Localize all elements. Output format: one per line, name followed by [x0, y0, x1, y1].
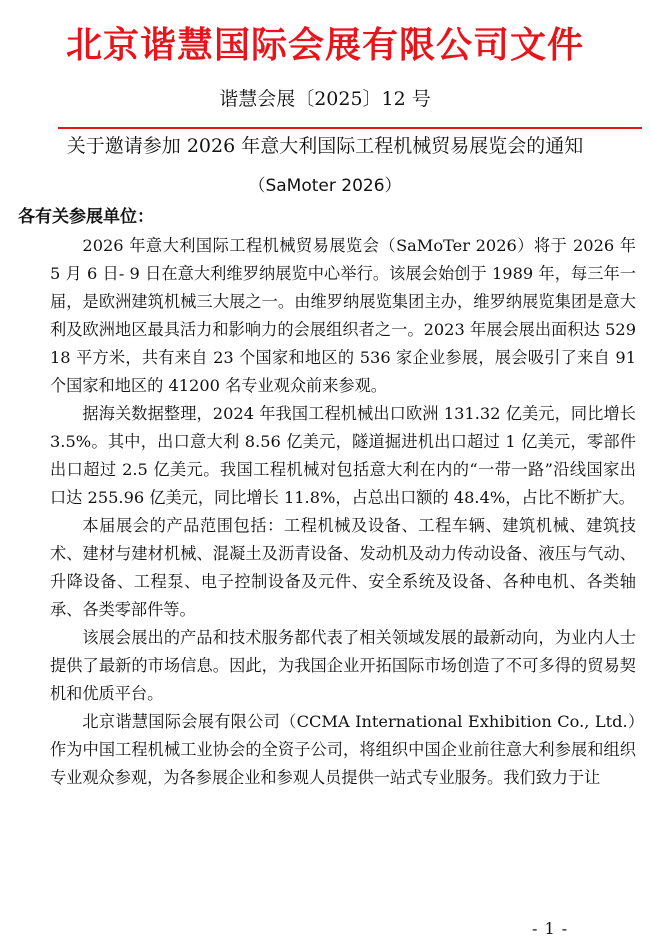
- paragraph-exhibition-intro: 2026 年意大利国际工程机械贸易展览会（SaMoTer 2026）将于 2026 年 5 月 6 日- 9 日在意大利维罗纳展览中心举行。该展会始创于 1989 年，每三年一届，是欧洲建筑机械三大展之一。由维罗纳展览集团主办，维罗纳展览集团是意大利及欧洲地区最具活力和影响力的会展组织者之一。2023 年展会展出面积达 52918 平方米，共有来自 23 个国家和地区的 536 家企业参展，展会吸引了来自 91 个国家和地区的 41200 名专业观众前来参观。: [50, 236, 636, 395]
- page-number: - 1 -: [532, 919, 569, 938]
- document-number: 谐慧会展〔2025〕12 号: [219, 88, 431, 110]
- paragraph-product-scope: 本届展会的产品范围包括：工程机械及设备、工程车辆、建筑机械、建筑技术、建材与建材机械、混凝土及沥青设备、发动机及动力传动设备、液压与气动、升降设备、工程泵、电子控制设备及元件、安全系统及设备、各种电机、各类轴承、各类零部件等。: [50, 516, 636, 619]
- paragraph-market-value: 该展会展出的产品和技术服务都代表了相关领域发展的最新动向，为业内人士提供了最新的市场信息。因此，为我国企业开拓国际市场创造了不可多得的贸易契机和优质平台。: [50, 628, 636, 703]
- salutation: 各有关参展单位：: [18, 207, 154, 227]
- paragraph-organizer: 北京谐慧国际会展有限公司（CCMA International Exhibition Co., Ltd.）作为中国工程机械工业协会的全资子公司，将组织中国企业前往意大利参展和组织专业观众参观，为各参展企业和参观人员提供一站式专业服务。我们致力于让: [50, 712, 636, 787]
- organization-title: 北京谐慧国际会展有限公司文件: [65, 25, 584, 66]
- paragraph-export-data: 据海关数据整理，2024 年我国工程机械出口欧洲 131.32 亿美元，同比增长 3.5%。其中，出口意大利 8.56 亿美元，隧道掘进机出口超过 1 亿美元，零部件出口超过 2.5 亿美元。我国工程机械对包括意大利在内的“一带一路”沿线国家出口达 255.96 亿美元，同比增长 11.8%，占总出口额的 48.4%，占比不断扩大。: [50, 404, 636, 507]
- notice-subtitle: （SaMoter 2026）: [248, 176, 402, 196]
- body-text: [50, 232, 636, 792]
- red-header-divider: [58, 127, 642, 129]
- notice-title: 关于邀请参加 2026 年意大利国际工程机械贸易展览会的通知: [66, 135, 584, 157]
